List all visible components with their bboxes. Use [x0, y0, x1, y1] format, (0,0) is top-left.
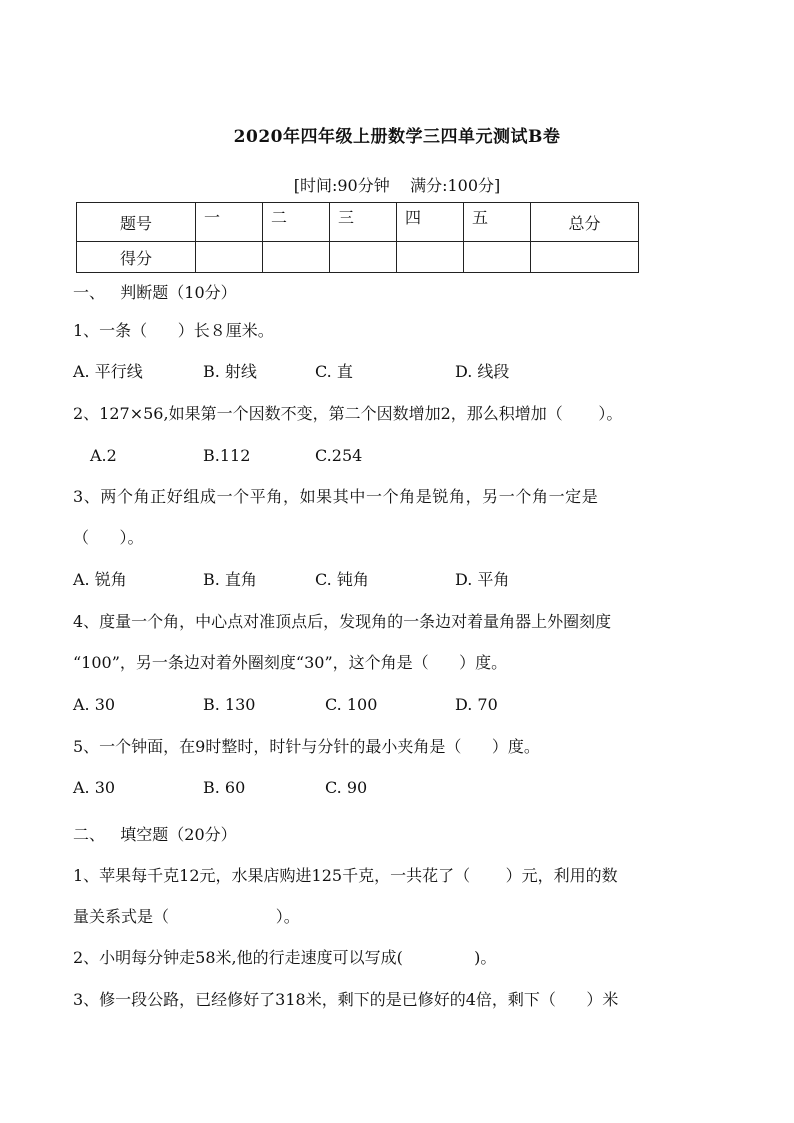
option-c: C. 100	[325, 695, 378, 714]
question-1-1: 1、一条（ ）长８厘米。	[73, 321, 274, 340]
option-b: B. 射线	[203, 362, 257, 381]
score-table-header-row	[77, 203, 639, 242]
score-table-header-total: 总分	[531, 203, 639, 242]
option-d: D. 70	[455, 695, 498, 714]
score-cell-1[interactable]	[196, 242, 263, 273]
score-table-header-question-number: 题号	[77, 203, 196, 242]
option-d: D. 平角	[455, 570, 510, 589]
score-cell-total[interactable]	[531, 242, 639, 273]
option-a: A. 30	[73, 695, 116, 714]
question-1-4-line2: “100”，另一条边对着外圈刻度“30”，这个角是（ ）度。	[73, 653, 508, 672]
page-title: 2020年四年级上册数学三四单元测试B卷	[233, 127, 561, 147]
score-table-header-5: 五	[464, 203, 531, 242]
score-cell-3[interactable]	[330, 242, 397, 273]
question-1-5: 5、一个钟面，在9时整时，时针与分针的最小夹角是（ ）度。	[73, 737, 540, 756]
question-1-3-line1: 3、两个角正好组成一个平角，如果其中一个角是锐角，另一个角一定是	[73, 487, 599, 506]
section2-heading: 二、 填空题（20分）	[73, 825, 237, 844]
score-table-header-4: 四	[397, 203, 464, 242]
option-b: B. 130	[203, 695, 256, 714]
score-table-header-1: 一	[196, 203, 263, 242]
score-cell-2[interactable]	[263, 242, 330, 273]
score-table-score-row	[77, 242, 639, 273]
section1-heading: 一、 判断题（10分）	[73, 283, 237, 302]
option-c: C. 直	[315, 362, 353, 381]
option-c: C. 钝角	[315, 570, 369, 589]
option-a: A.2	[90, 446, 117, 465]
option-b: B.112	[203, 446, 251, 465]
question-2-1-line1: 1、苹果每千克12元，水果店购进125千克，一共花了（ ）元，利用的数	[73, 866, 618, 885]
question-2-3: 3、修一段公路，已经修好了318米，剩下的是已修好的4倍，剩下（ ）米	[73, 990, 619, 1009]
question-2-2: 2、小明每分钟走58米,他的行走速度可以写成( )。	[73, 948, 497, 967]
question-1-5-options	[73, 778, 733, 858]
option-a: A. 锐角	[73, 570, 127, 589]
score-table-header-2: 二	[263, 203, 330, 242]
option-c: C.254	[315, 446, 363, 465]
question-1-4-line1: 4、度量一个角，中心点对准顶点后，发现角的一条边对着量角器上外圈刻度	[73, 612, 612, 631]
score-table-row-label: 得分	[77, 242, 196, 273]
question-1-2: 2、127×56,如果第一个因数不变，第二个因数增加2，那么积增加（ ）。	[73, 404, 623, 423]
exam-time-and-score: [时间:90分钟 满分:100分]	[293, 176, 501, 195]
option-b: B. 直角	[203, 570, 257, 589]
question-2-1-line2: 量关系式是（ ）。	[73, 907, 300, 926]
option-b: B. 60	[203, 778, 246, 797]
score-table	[76, 202, 639, 273]
option-c: C. 90	[325, 778, 368, 797]
option-a: A. 30	[73, 778, 116, 797]
option-d: D. 线段	[455, 362, 510, 381]
question-1-3-line2: （ ）。	[73, 528, 144, 547]
score-cell-5[interactable]	[464, 242, 531, 273]
score-cell-4[interactable]	[397, 242, 464, 273]
option-a: A. 平行线	[73, 362, 143, 381]
question-1-2-options	[73, 446, 733, 526]
score-table-header-3: 三	[330, 203, 397, 242]
